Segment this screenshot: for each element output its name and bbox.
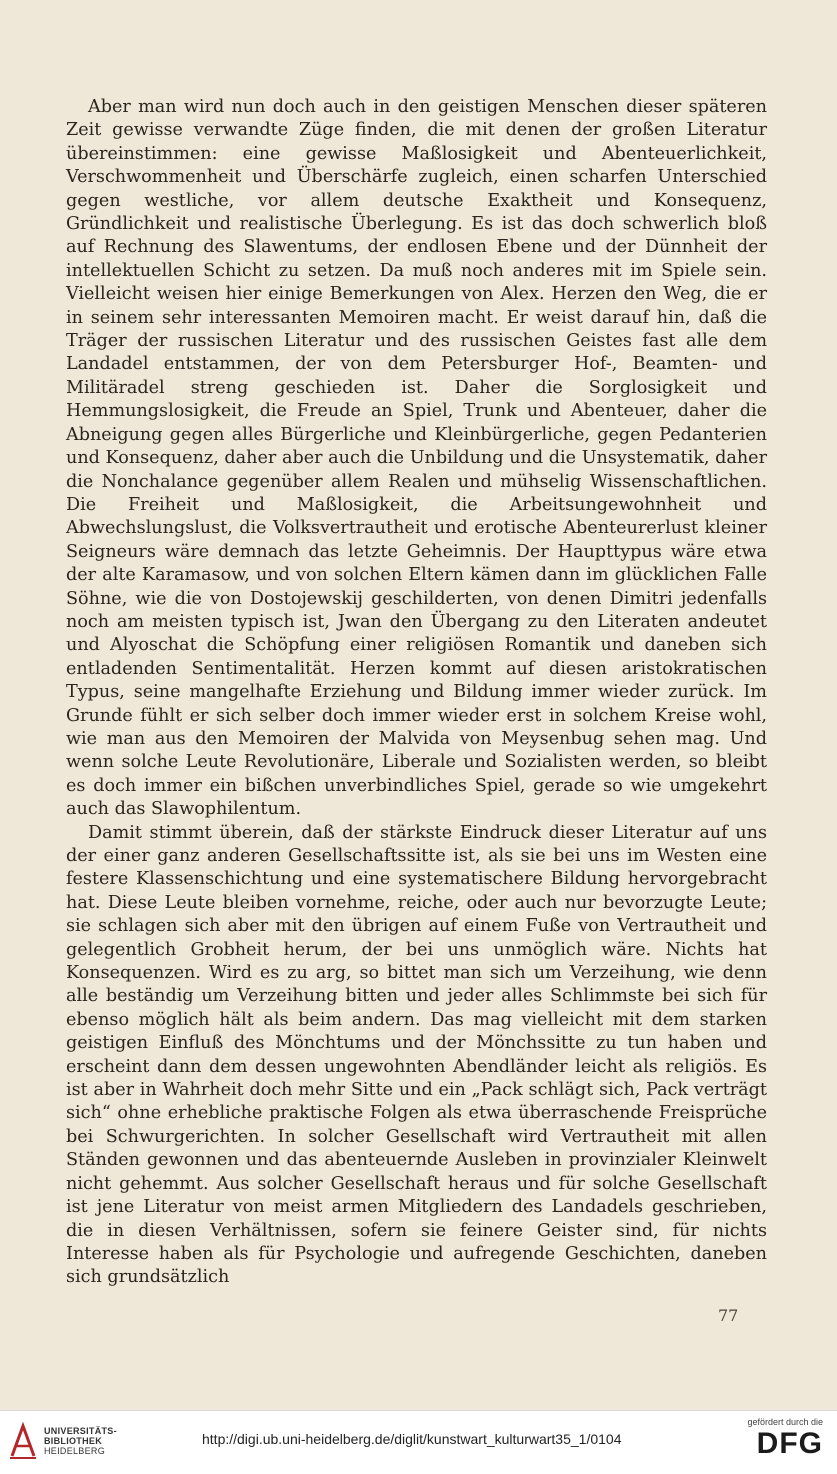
library-logo[interactable] <box>8 1419 117 1463</box>
page-number: 77 <box>718 1306 739 1325</box>
paragraph-2: Damit stimmt überein, daß der stärkste Eindruck dieser Literatur auf uns der einer ganz anderen Gesellschaftssitte ist, als sie bei uns im Westen eine festere Klassenschichtung und eine systematischere Bildung hervorgebracht hat. Diese Leute bleiben vornehme, reiche, oder auch nur bevorzugte Leute; sie schlagen sich aber mit den übrigen auf einem Fuße von Vertrautheit und gelegentlich Grobheit herum, der bei uns unmöglich wäre. Nichts hat Konsequenzen. Wird es zu arg, so bittet man sich um Verzeihung, wie denn alle beständig um Verzeihung bitten und jeder alles Schlimmste bei sich für ebenso möglich hält als beim andern. Das mag vielleicht mit dem starken geistigen Einfluß des Mönchtums und der Mönchssitte zu tun haben und erscheint dann dem dessen ungewohnten Abendländer leicht als religiös. Es ist aber in Wahrheit doch mehr Sitte und ein „Pack schlägt sich, Pack verträgt sich“ ohne erhebliche praktische Folgen als etwa überraschende Freisprüche bei Schwurgerichten. In solcher Gesellschaft wird Vertrautheit mit allen Ständen gewonnen und das abenteuernde Ausleben in provinzialer Kleinwelt nicht gehemmt. Aus solcher Gesellschaft heraus und für solche Gesellschaft ist jene Literatur von meist armen Mitgliedern des Landadels geschrieben, die in diesen Verhältnissen, sofern sie feinere Geister sind, für nichts Interesse haben als für Psychologie und aufregende Geschichten, daneben sich grundsätzlich <box>66 822 767 1288</box>
funding-caption: gefördert durch die <box>747 1417 823 1427</box>
library-name: UNIVERSITÄTS- BIBLIOTHEK HEIDELBERG <box>44 1426 117 1456</box>
body-text <box>66 96 767 1290</box>
dfg-funding[interactable] <box>747 1417 823 1461</box>
university-seal-icon <box>8 1422 38 1460</box>
viewer-footer <box>0 1410 837 1474</box>
paragraph-1: Aber man wird nun doch auch in den geistigen Menschen dieser späteren Zeit gewisse verwandte Züge finden, die mit denen der großen Literatur übereinstimmen: eine gewisse Maßlosigkeit und Abenteuerlichkeit, Verschwommenheit und Überschärfe zugleich, einen scharfen Unterschied gegen westliche, vor allem deutsche Exaktheit und Konsequenz, Gründlichkeit und realistische Überlegung. Es ist das doch schwerlich bloß auf Rechnung des Slawentums, der endlosen Ebene und der Dünnheit der intellektuellen Schicht zu setzen. Da muß noch anderes mit im Spiele sein. Vielleicht weisen hier einige Bemerkungen von Alex. Herzen den Weg, die er in seinem sehr interessanten Memoiren macht. Er weist darauf hin, daß die Träger der russischen Literatur und des russischen Geistes fast alle dem Landadel entstammen, der von dem Petersburger Hof-, Beamten- und Militäradel streng geschieden ist. Daher die Sorglosigkeit und Hemmungslosigkeit, die Freude an Spiel, Trunk und Abenteuer, daher die Abneigung gegen alles Bürgerliche und Kleinbürgerliche, gegen Pedanterien und Konsequenz, daher aber auch die Unbildung und die Unsystematik, daher die Nonchalance gegenüber allem Realen und mühselig Wissenschaftlichen. Die Freiheit und Maßlosigkeit, die Arbeitsungewohnheit und Abwechslungslust, die Volksvertrautheit und erotische Abenteurerlust kleiner Seigneurs wäre demnach das letzte Geheimnis. Der Haupttypus wäre etwa der alte Karamasow, und von solchen Eltern kämen dann im glücklichen Falle Söhne, wie die von Dostojewskij geschilderten, von denen Dimitri jedenfalls noch am meisten typisch ist, Jwan den Übergang zu den Literaten andeutet und Alyoschat die Schöpfung einer religiösen Romantik und daneben sich entladenden Sentimentalität. Herzen kommt auf diesen aristokratischen Typus, seine mangelhafte Erziehung und Bildung immer wieder zurück. Im Grunde fühlt er sich selber doch immer wieder erst in solchem Kreise wohl, wie man aus den Memoiren der Malvida von Meysenbug sehen mag. Und wenn solche Leute Revolutionäre, Liberale und Sozialisten werden, so bleibt es doch immer ein bißchen unverbindliches Spiel, gerade so wie umgekehrt auch das Slawophilentum. <box>66 97 767 820</box>
dfg-logo: DFG <box>756 1427 823 1460</box>
page-url-link[interactable]: http://digi.ub.uni-heidelberg.de/diglit/kunstwart_kulturwart35_1/0104 <box>202 1431 622 1447</box>
